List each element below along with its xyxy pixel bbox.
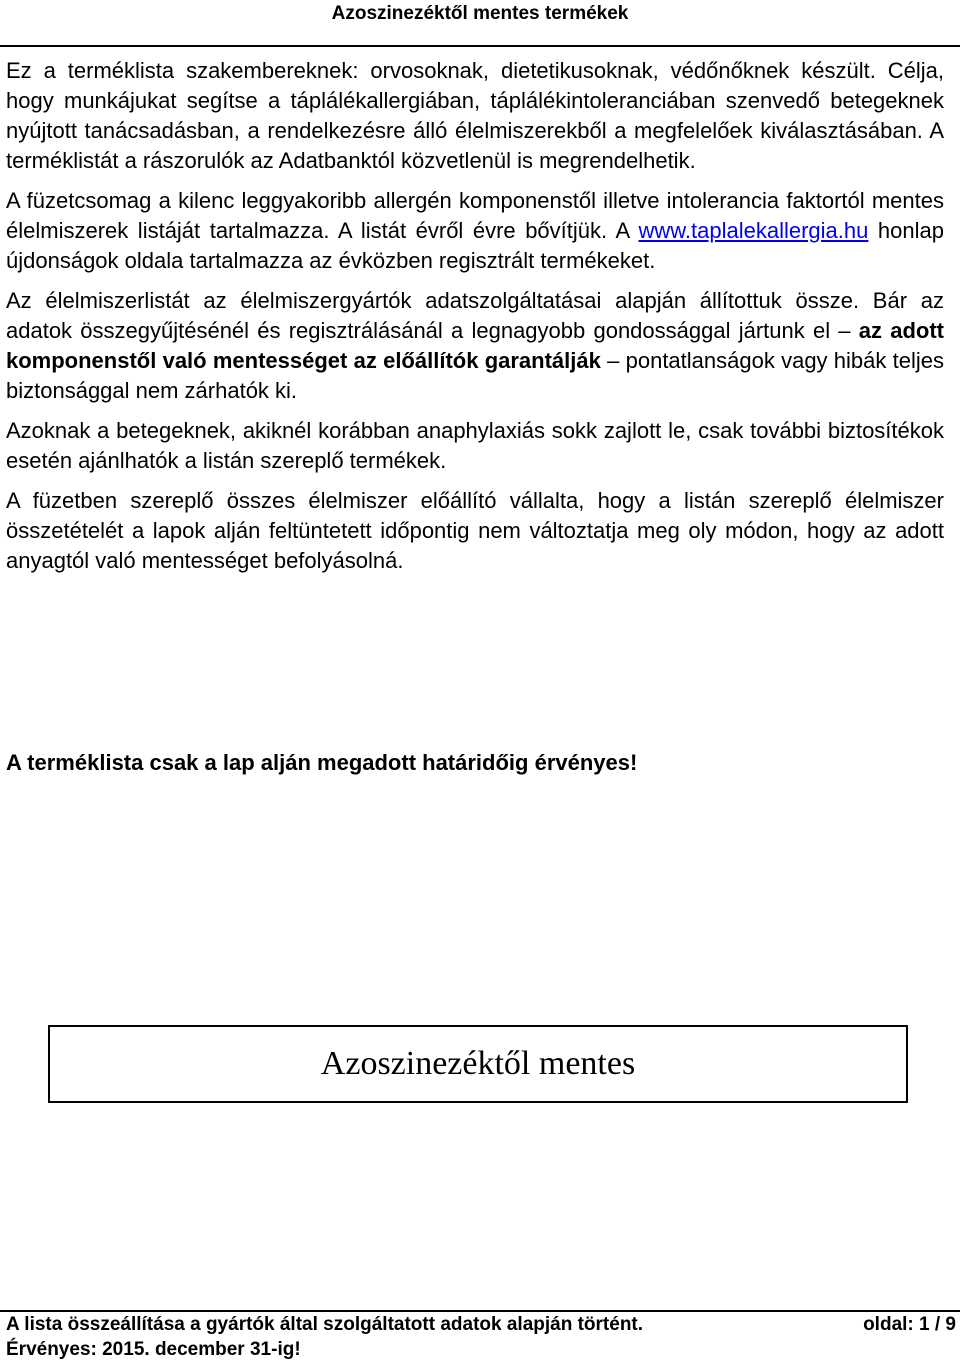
intro-paragraph-3 <box>6 286 944 406</box>
website-link[interactable]: www.taplalekallergia.hu <box>638 218 869 243</box>
guarantee-statement: az adott komponenstől való mentességet az előállítók garantálják <box>6 318 944 373</box>
page-header-title: Azoszinezéktől mentes termékek <box>331 3 629 24</box>
intro-paragraph-2 <box>6 186 944 276</box>
intro-paragraph-2-text: A füzetcsomag a kilenc leggyakoribb allergén komponenstől illetve intolerancia faktortól mentes élelmiszerek listáját tartalmazza. A listát évről évre bővítjük. A <box>6 188 944 243</box>
footer-source-note: A lista összeállítása a gyártók által szolgáltatott adatok alapján történt. <box>6 1314 644 1335</box>
intro-paragraph-5: A füzetben szereplő összes élelmiszer előállító vállalta, hogy a listán szereplő élelmiszer összetételét a lapok alján feltüntetett időpontig nem változtatja meg oly módon, hogy az adott anyagtól való mentességet befolyásolná. <box>6 488 944 573</box>
footer-valid-until: Érvényes: 2015. december 31-ig! <box>6 1339 301 1360</box>
intro-paragraph-1: Ez a terméklista szakembereknek: orvosoknak, dietetikusoknak, védőnőknek készült. Célja, hogy munkájukat segítse a táplálékallergiában, táplálékintoleranciában szenvedő betegeknek nyújtott tanácsadásban, a rendelkezésre álló élelmiszerekből a megfelelőek kiválasztásában. A terméklistát a rászorulók az Adatbanktól közvetlenül is megrendelhetik. <box>6 58 944 173</box>
header-divider <box>0 45 960 47</box>
intro-text <box>6 56 944 586</box>
intro-paragraph-3-text: Az élelmiszerlistát az élelmiszergyártók adatszolgáltatásai alapján állítottuk össze. Bár az adatok összegyűjtésénél és regisztrálásánál a legnagyobb gondossággal jártunk el – <box>6 288 944 343</box>
footer-left <box>6 1312 643 1362</box>
intro-paragraph-3-text-end: – pontatlanságok vagy hibák teljes biztonsággal nem zárhatók ki. <box>6 348 945 403</box>
intro-paragraph-2-text-end: honlap újdonságok oldala tartalmazza az évközben regisztrált termékeket. <box>6 218 944 273</box>
category-box <box>48 1025 908 1103</box>
validity-note: A terméklista csak a lap alján megadott határidőig érvényes! <box>6 750 638 775</box>
intro-paragraph-4: Azoknak a betegeknek, akiknél korábban anaphylaxiás sokk zajlott le, csak további biztosítékok esetén ajánlhatók a listán szereplő termékek. <box>6 418 944 473</box>
page-number: oldal: 1 / 9 <box>863 1314 956 1335</box>
category-title: Azoszinezéktől mentes <box>320 1045 636 1082</box>
